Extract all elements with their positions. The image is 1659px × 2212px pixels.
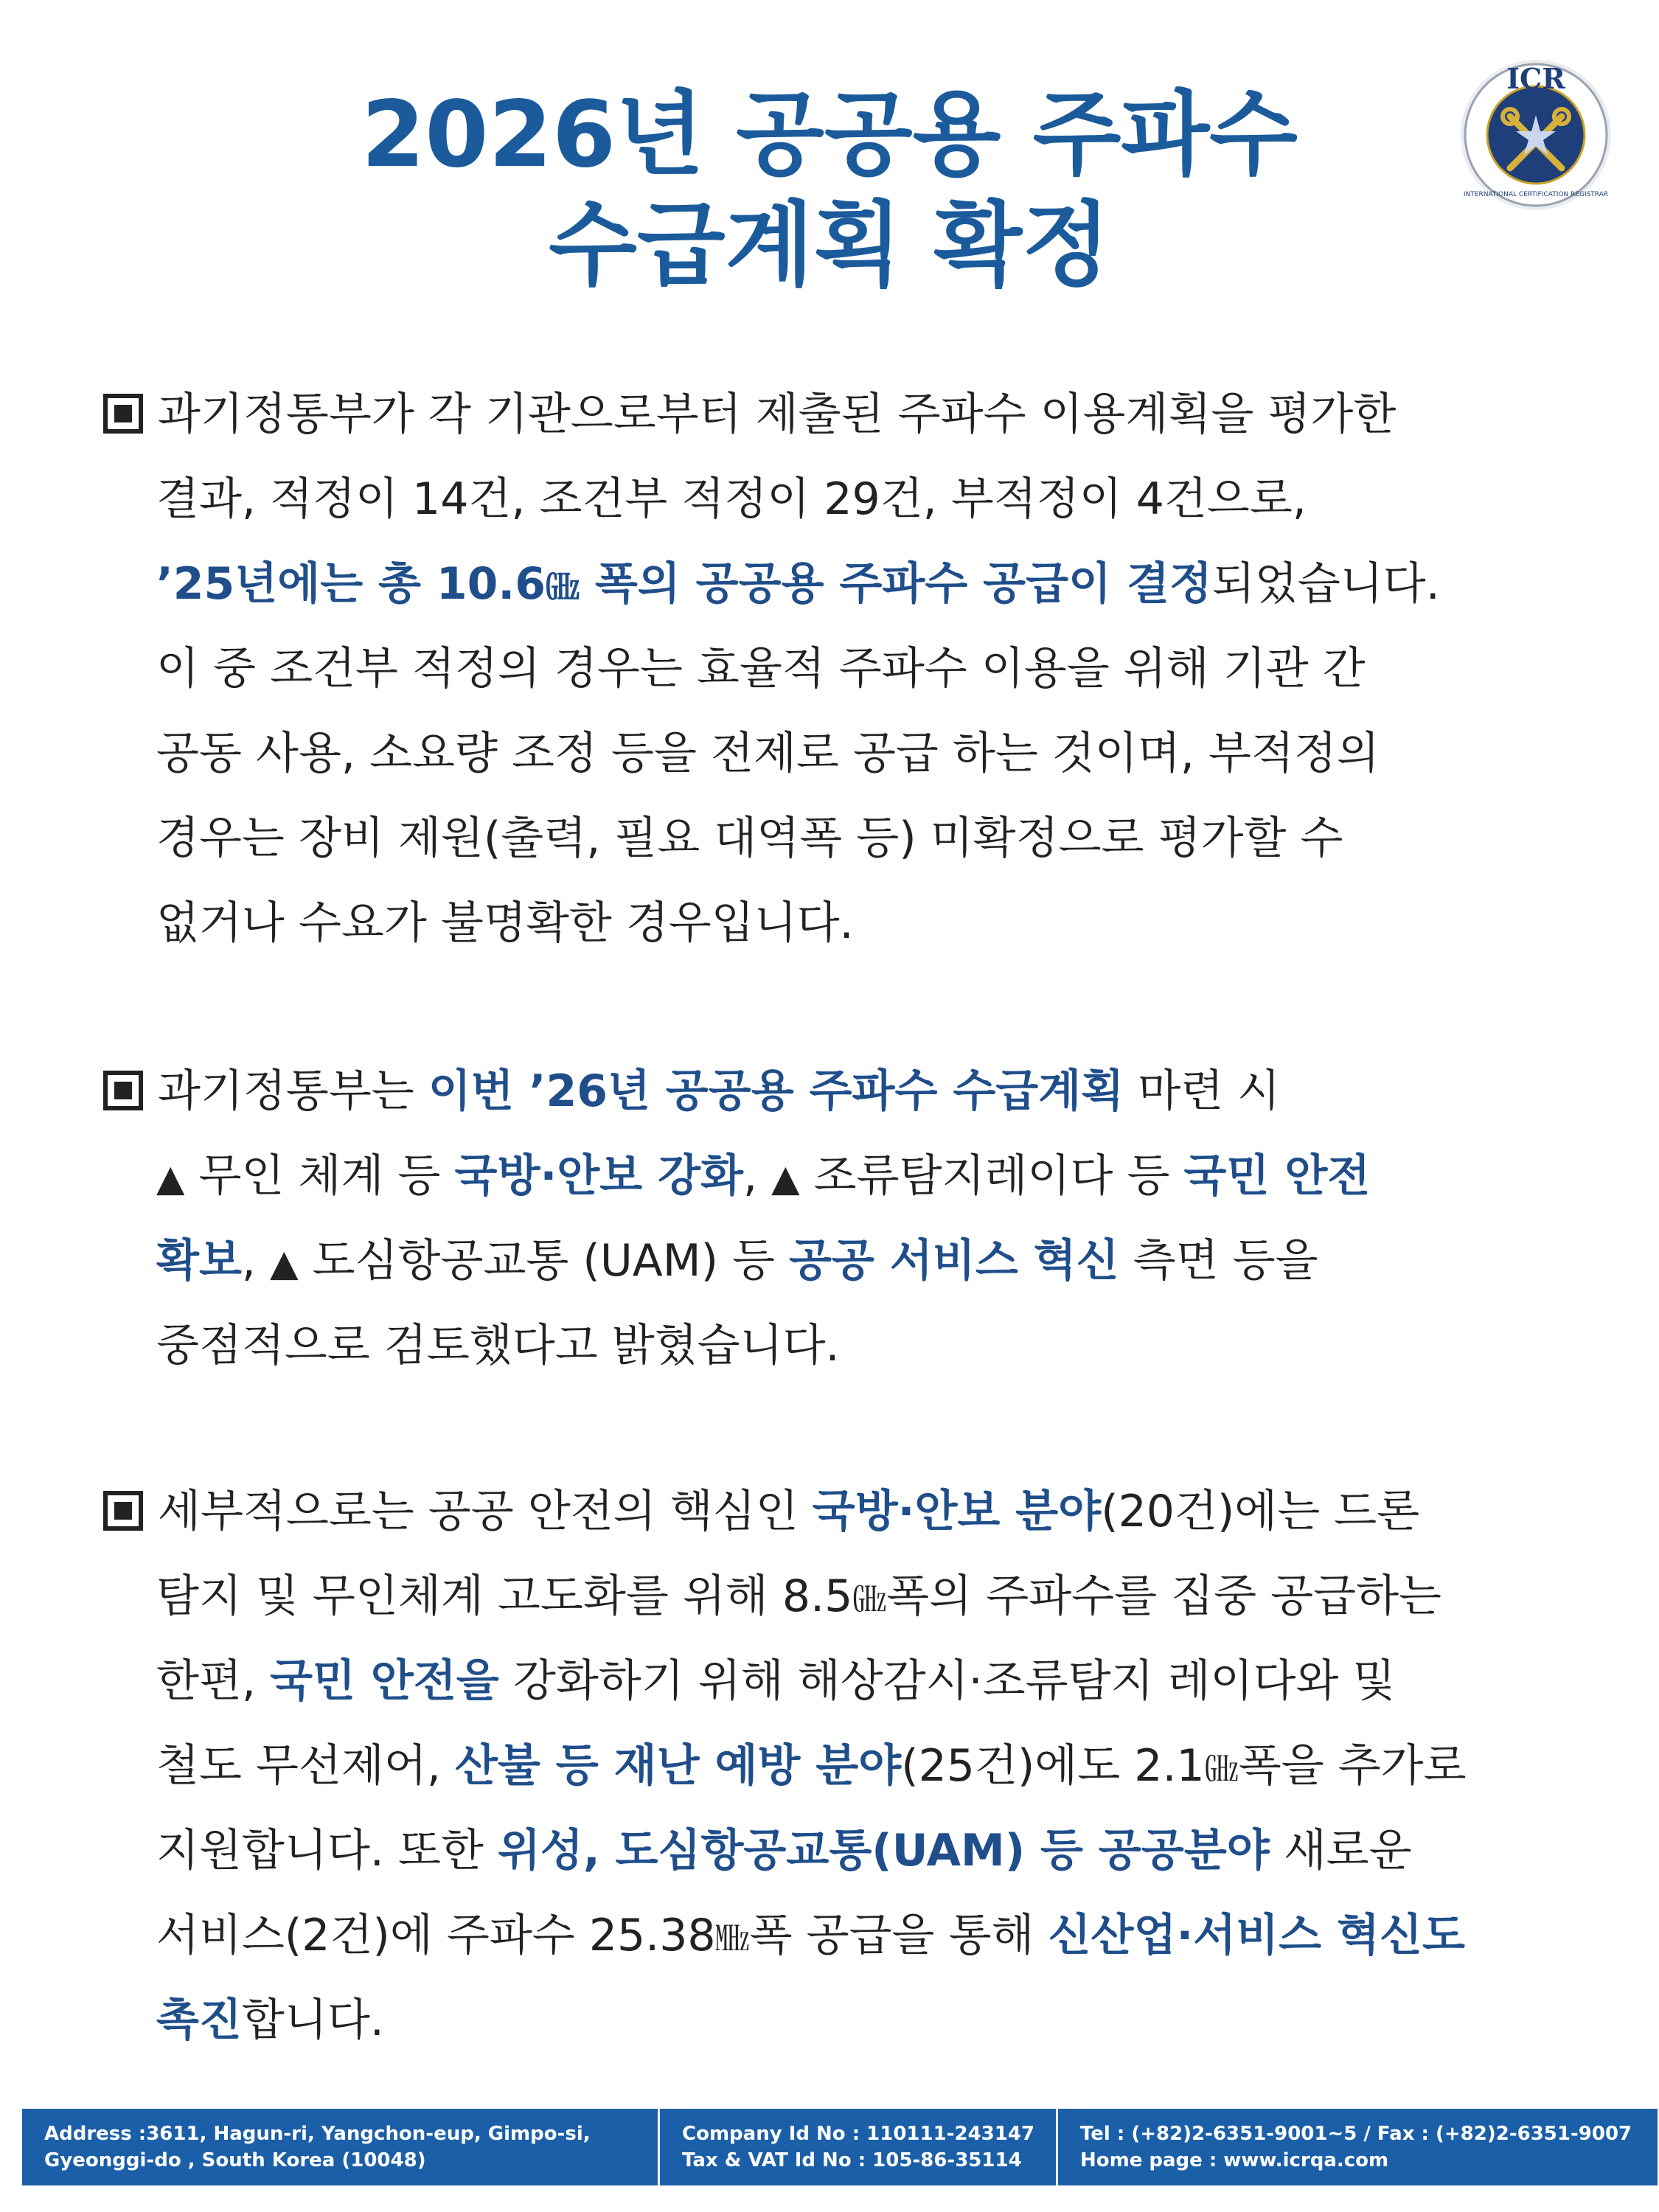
logo-ring-text: INTERNATIONAL CERTIFICATION REGISTRAR (1463, 191, 1609, 198)
logo-text: ICR (1506, 62, 1565, 95)
triangle-bullet-icon: ▲ (771, 1157, 800, 1200)
footer-company-ids: Company Id No : 110111-243147 Tax & VAT Id No : 105-86-35114 (660, 2109, 1058, 2185)
footer-bar (22, 2109, 1658, 2185)
triangle-bullet-icon: ▲ (270, 1242, 299, 1284)
square-bullet-icon (103, 1491, 143, 1531)
homepage-link[interactable]: Home page : www.icrqa.com (1080, 2149, 1389, 2171)
footer-address: Address :3611, Hagun-ri, Yangchon-eup, Gimpo-si, Gyeonggi-do , South Korea (10048) (22, 2109, 660, 2185)
section-details: 세부적으로는 공공 안전의 핵심인 국방·안보 분야(20건)에는 드론 탐지 및 무인체계 고도화를 위해 8.5㎓폭의 주파수를 집중 공급하는 한편, 국민 안전을 강화하기 위해 해상감시·조류탐지 레이다와 및 철도 무선제어, 산불 등 재난 예방 분야(25건)에도 2.1㎓폭을 추가로 지원합니다. 또한 위성, 도심항공교통(UAM) 등 공공분야 새로운 서비스(2건)에 주파수 25.38㎒폭 공급을 통해 신산업·서비스 혁신도 촉진합니다. (103, 1470, 1593, 2063)
square-bullet-icon (103, 394, 143, 434)
footer-contact: Tel : (+82)2-6351-9001~5 / Fax : (+82)2-6351-9007 Home page : www.icrqa.com (1058, 2109, 1658, 2185)
title-line-2: 수급계획 확정 (549, 192, 1110, 299)
triangle-bullet-icon: ▲ (156, 1157, 185, 1200)
icr-logo (1458, 58, 1613, 212)
title-line-1: 2026년 공공용 주파수 (361, 82, 1298, 188)
section-focus: 과기정통부는 이번 ’26년 공공용 주파수 수급계획 마련 시 ▲ 무인 체계 등 국방·안보 강화, ▲ 조류탐지레이다 등 국민 안전 확보, ▲ 도심항공교통 (UAM) 등 공공 서비스 혁신 측면 등을 중점적으로 검토했다고 밝혔습니다. (103, 1049, 1593, 1388)
page-title (0, 80, 1659, 301)
square-bullet-icon (103, 1071, 143, 1110)
section-evaluation: 과기정통부가 각 기관으로부터 제출된 주파수 이용계획을 평가한 결과, 적정이 14건, 조건부 적정이 29건, 부적정이 4건으로, ’25년에는 총 10.6㎓ 폭의 공공용 주파수 공급이 결정되었습니다. 이 중 조건부 적정의 경우는 효율적 주파수 이용을 위해 기관 간 공동 사용, 소요량 조정 등을 전제로 공급 하는 것이며, 부적정의 경우는 장비 제원(출력, 필요 대역폭 등) 미확정으로 평가할 수 없거나 수요가 불명확한 경우입니다. (103, 372, 1593, 966)
